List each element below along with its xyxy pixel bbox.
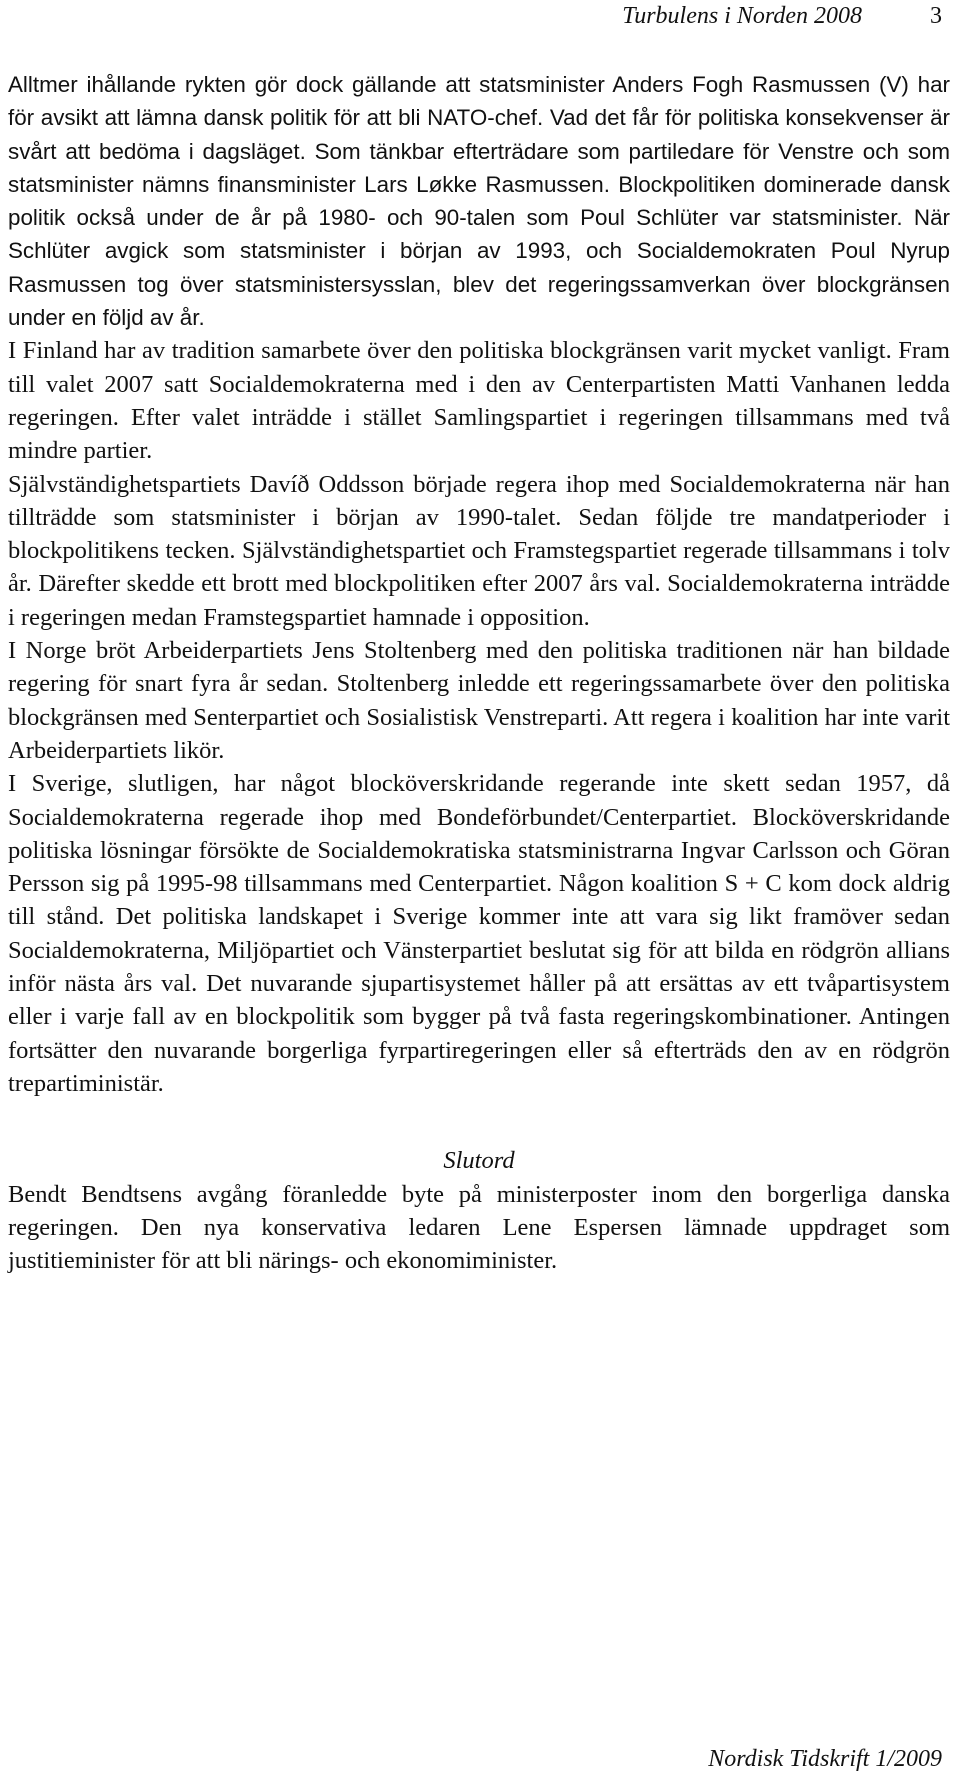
paragraph-sweden: I Sverige, slutligen, har något blocköverskridande regerande inte skett sedan 1957, då Socialdemokraterna regerade ihop med Bondeförbundet/Centerpartiet. Blocköverskridande politiska lösningar försökte de Socialdemokratiska statsministrarna Ingvar Carlsson och Göran Persson sig på 1995-98 tillsammans med Centerpartiet. Någon koalition S + C kom dock aldrig till stånd. Det politiska landskapet i Sverige kommer inte att vara sig likt framöver sedan Socialdemokraterna, Miljöpartiet och Vänsterpartiet beslutat sig för att bilda en rödgrön allians inför nästa års val. Det nuvarande sjupartisystemet håller på att ersättas av ett tvåpartisystem eller i varje fall av en blockpolitik som bygger på två fasta regeringskombinationer. Antingen fortsätter den nuvarande borgerliga fyrpartiregeringen eller så efterträds den av en rödgrön trepartiministär. bbox=[8, 770, 950, 1097]
paragraph-closing: Bendt Bendtsens avgång föranledde byte på ministerposter inom den borgerliga danska regeringen. Den nya konservativa ledaren Lene Espersen lämnade uppdraget som justitieminister för att bli närings- och ekonomiminister. bbox=[8, 1180, 950, 1275]
paragraph-finland: I Finland har av tradition samarbete över den politiska blockgränsen varit mycket vanligt. Fram till valet 2007 satt Socialdemokraterna med i den av Centerpartisten Matti Vanhanen ledda regeringen. Efter valet inträdde i stället Samlingspartiet i regeringen tillsammans med två mindre partier. bbox=[8, 337, 950, 465]
article-body bbox=[8, 68, 950, 1277]
section-heading-slutord: Slutord bbox=[443, 1147, 515, 1175]
paragraph-denmark: Alltmer ihållande rykten gör dock gällande att statsminister Anders Fogh Rasmussen (V) har för avsikt att lämna dansk politik för att bli NATO-chef. Vad det får för politiska konsekvenser är svårt att bedöma i dagsläget. Som tänkbar efterträdare som partiledare för Venstre och som statsminister nämns finansminister Lars Løkke Rasmussen. Blockpolitiken dominerade dansk politik också under de år på 1980- och 90-talen som Poul Schlüter var statsminister. När Schlüter avgick som statsminister i början av 1993, och Socialdemokraten Poul Nyrup Rasmussen tog över statsministersysslan, blev det regeringssamverkan över blockgränsen under en följd av år. bbox=[8, 72, 950, 331]
running-header bbox=[0, 0, 960, 36]
paragraph-iceland: Självständighetspartiets Davíð Oddsson började regera ihop med Socialdemokraterna när han tillträdde som statsminister i början av 1990-talet. Sedan följde tre mandatperioder i blockpolitikens tecken. Självständighetspartiet och Framstegspartiet regerade tillsammans i tolv år. Därefter skedde ett brott med blockpolitiken efter 2007 års val. Socialdemokraterna inträdde i regeringen medan Framstegspartiet hamnade i opposition. bbox=[8, 470, 950, 631]
running-header-title: Turbulens i Norden 2008 bbox=[622, 3, 862, 29]
page-number: 3 bbox=[930, 3, 942, 29]
running-footer: Nordisk Tidskrift 1/2009 bbox=[708, 1746, 942, 1772]
paragraph-norway: I Norge bröt Arbeiderpartiets Jens Stoltenberg med den politiska traditionen när han bildade regering för snart fyra år sedan. Stoltenberg inledde ett regeringssamarbete över den politiska blockgränsen med Senterpartiet och Sosialistisk Venstreparti. Att regera i koalition har inte varit Arbeiderpartiets likör. bbox=[8, 637, 950, 764]
